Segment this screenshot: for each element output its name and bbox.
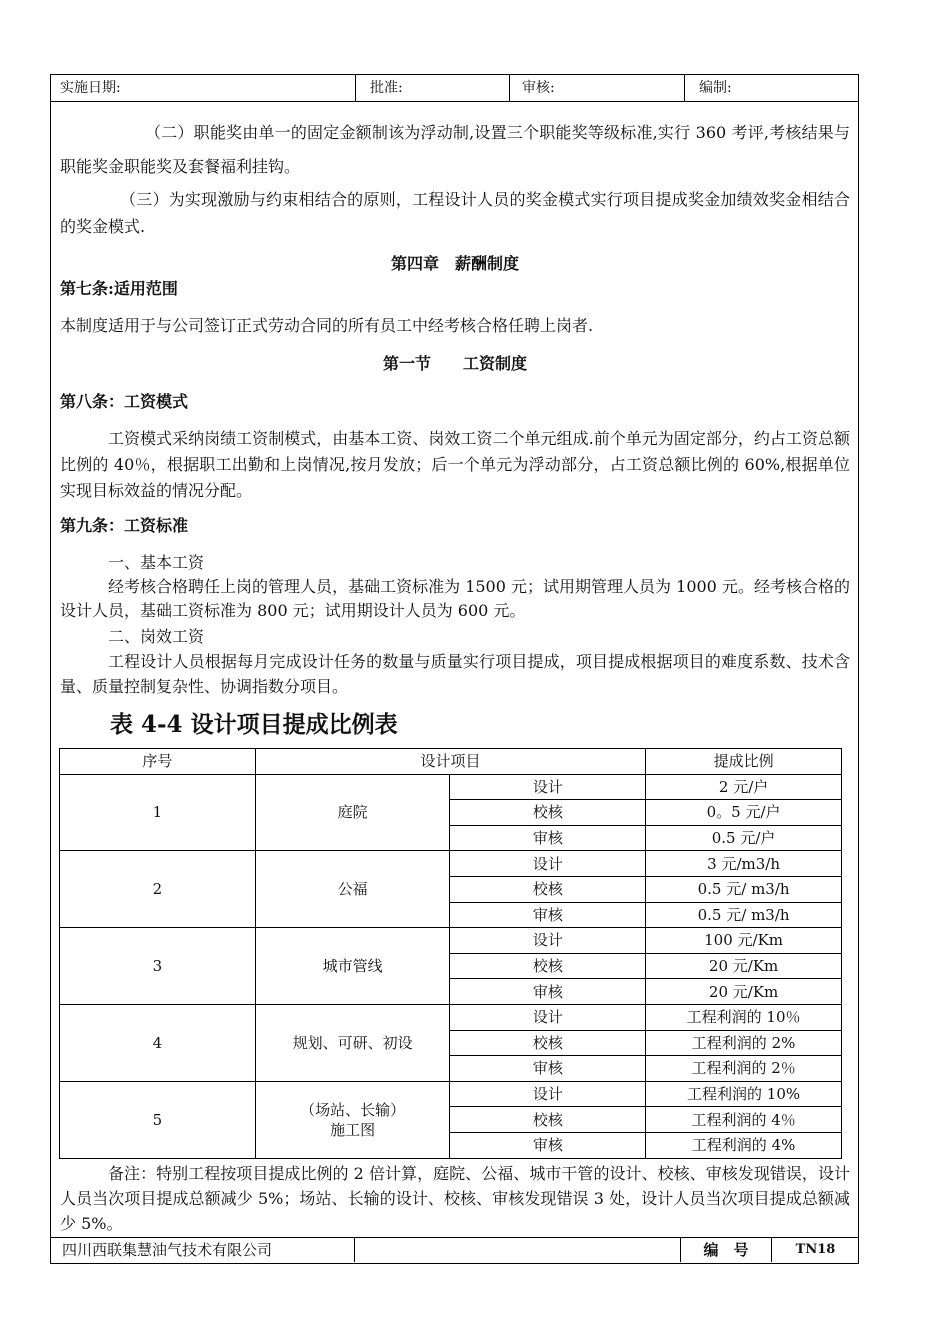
rate-cell: 0.5 元/户 [646,825,842,851]
item-cell [255,1081,450,1158]
footer-blank [355,1238,681,1262]
stage-cell: 设计 [450,928,646,954]
header-rate: 提成比例 [646,749,842,775]
stage-cell: 校核 [450,1030,646,1056]
article-8-text: 工资模式采纳岗绩工资制模式，由基本工资、岗效工资二个单元组成.前个单元为固定部分，约占工资总额比例的 40％，根据职工出勤和上岗情况,按月发放；后一个单元为浮动部分，占工资总额比例的 60%,根据单位实现目标效益的情况分配。 [60,429,850,500]
stage-cell: 校核 [450,800,646,826]
stage-cell: 校核 [450,876,646,902]
rate-cell: 工程利润的 4% [646,1132,842,1158]
serial-cell: 5 [60,1081,256,1158]
item-line-2: 施工图 [330,1120,376,1139]
stage-cell: 设计 [450,851,646,877]
header-serial: 序号 [60,749,256,775]
serial-cell: 1 [60,774,256,851]
rate-cell: 工程利润的 2％ [646,1056,842,1082]
basic-wage-text: 经考核合格聘任上岗的管理人员，基础工资标准为 1500 元；试用期管理人员为 1000 元。经考核合格的设计人员，基础工资标准为 800 元；试用期设计人员为 600 元。 [60,577,850,620]
item-cell: 公福 [255,851,450,928]
rate-cell: 工程利润的 4％ [646,1107,842,1133]
number-label: 编 号 [681,1238,772,1262]
rate-cell: 工程利润的 10％ [646,1004,842,1030]
chapter-title: 第四章 薪酬制度 [390,254,519,273]
rate-cell: 3 元/m3/h [646,851,842,877]
rate-cell: 工程利润的 2% [646,1030,842,1056]
serial-cell: 3 [60,928,256,1005]
stage-cell: 校核 [450,953,646,979]
stage-cell: 审核 [450,1132,646,1158]
rate-cell: 0。5 元/户 [646,800,842,826]
approval-header [51,75,858,102]
article-7-text: 本制度适用于与公司签订正式劳动合同的所有员工中经考核合格任聘上岗者. [60,316,594,335]
table-row [60,928,842,954]
number-value: TN18 [795,1242,836,1257]
rate-cell: 20 元/Km [646,979,842,1005]
rate-cell: 0.5 元/ m3/h [646,876,842,902]
item-cell: 规划、可研、初设 [255,1004,450,1081]
table-row [60,1081,842,1107]
serial-cell: 4 [60,1004,256,1081]
item-cell: 庭院 [255,774,450,851]
serial-cell: 2 [60,851,256,928]
commission-rate-table [59,748,842,1159]
table-note: 备注：特别工程按项目提成比例的 2 倍计算，庭院、公福、城市干管的设计、校核、审核发现错误，设计人员当次项目提成总额减少 5%；场站、长输的设计、校核、审核发现错误 3 处，设计人员当次项目提成总额减少 5%。 [60,1164,850,1233]
performance-wage-title: 二、岗效工资 [108,627,205,646]
table-row [60,774,842,800]
stage-cell: 设计 [450,774,646,800]
stage-cell: 审核 [450,1056,646,1082]
table-title: 表 4-4 设计项目提成比例表 [110,711,398,738]
item-line-1: （场站、长输） [300,1100,406,1119]
header-item: 设计项目 [255,749,645,775]
stage-cell: 设计 [450,1081,646,1107]
table-row [60,851,842,877]
table-row [60,1004,842,1030]
article-7-title: 第七条:适用范围 [60,279,178,298]
basic-wage-title: 一、基本工资 [108,553,205,572]
rate-cell: 100 元/Km [646,928,842,954]
rate-cell: 2 元/户 [646,774,842,800]
approve-label: 批准: [356,75,510,101]
company-name: 四川西联集慧油气技术有限公司 [51,1238,355,1262]
performance-wage-text: 工程设计人员根据每月完成设计任务的数量与质量实行项目提成，项目提成根据项目的难度系数、技术含量、质量控制复杂性、协调指数分项目。 [60,652,850,696]
article-8-title: 第八条：工资模式 [60,392,189,411]
paragraph-bonus-3: （三）为实现激励与约束相结合的原则，工程设计人员的奖金模式实行项目提成奖金加绩效奖金相结合的奖金模式. [60,190,850,236]
rate-cell: 工程利润的 10% [646,1081,842,1107]
rate-cell: 20 元/Km [646,953,842,979]
review-label: 审核: [510,75,685,101]
stage-cell: 审核 [450,825,646,851]
implementation-date-label: 实施日期: [51,75,356,101]
paragraph-bonus-2: （二）职能奖由单一的固定金额制该为浮动制,设置三个职能奖等级标准,实行 360 考评,考核结果与职能奖金职能奖及套餐福利挂钩。 [60,123,850,176]
compile-label: 编制: [699,80,732,96]
stage-cell: 设计 [450,1004,646,1030]
table-header-row [60,749,842,775]
rate-cell: 0.5 元/ m3/h [646,902,842,928]
stage-cell: 审核 [450,979,646,1005]
section-title: 第一节 工资制度 [382,354,527,373]
stage-cell: 审核 [450,902,646,928]
document-footer [51,1237,858,1263]
stage-cell: 校核 [450,1107,646,1133]
article-9-title: 第九条：工资标准 [60,516,189,535]
item-cell: 城市管线 [255,928,450,1005]
